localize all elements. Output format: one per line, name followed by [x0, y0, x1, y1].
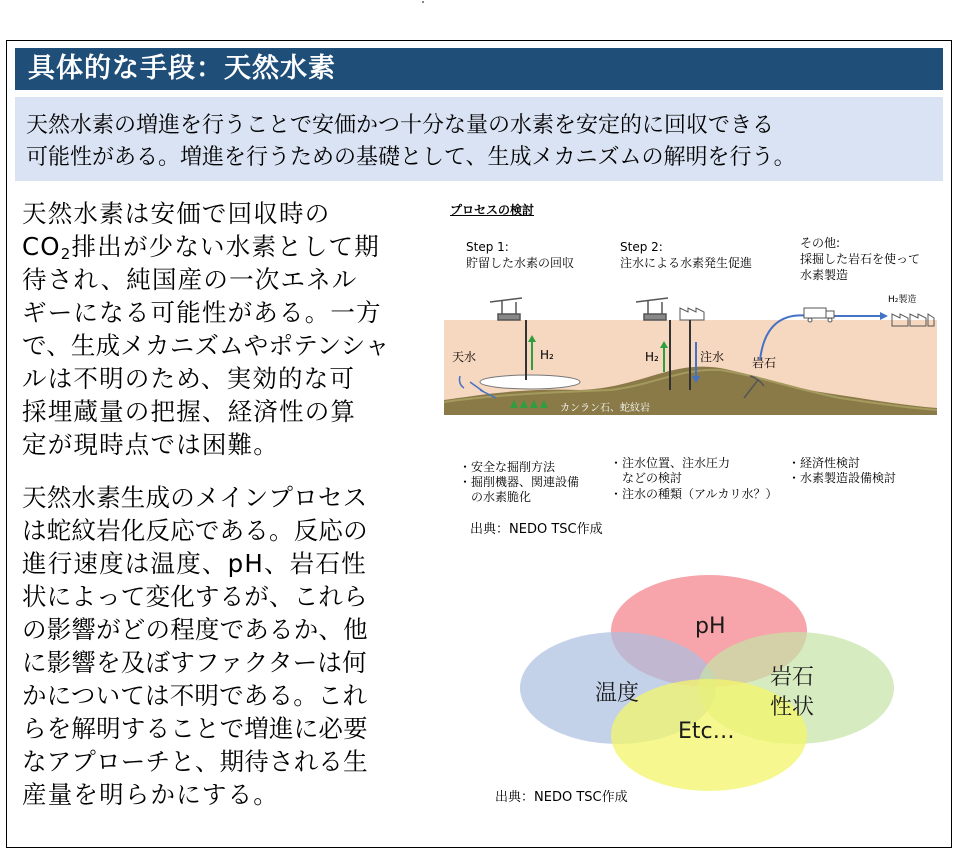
rain-label: 天水 — [452, 350, 477, 364]
notes-col1-line3: の水素脆化 — [459, 490, 532, 504]
notes-col3-line1: ・経済性検討 — [788, 456, 861, 470]
body-p1-line-4: ギーになる可能性がある。一方 — [22, 298, 382, 327]
step1-label: Step 1: — [466, 240, 509, 254]
body-p2-line-2: は蛇紋岩化反応である。反応の — [22, 516, 368, 545]
co2-subscript: 2 — [60, 245, 72, 263]
notes-col3-line2: ・水素製造設備検討 — [788, 471, 897, 485]
body-p1-line-1: 天然水素は安価で回収時の — [22, 199, 331, 228]
body-p2-line-6: に影響を及ぼすファクターは何 — [22, 648, 367, 677]
summary-line-2: 可能性がある。増進を行うための基礎として、生成メカニズムの解明を行う。 — [26, 145, 796, 170]
notes-col2-line3: ・注水の種類（アルカリ水？） — [610, 487, 778, 501]
process-illustration — [440, 280, 940, 420]
other-desc-1: 採掘した岩石を使って — [800, 252, 921, 266]
process-source: 出典：NEDO TSC作成 — [470, 522, 603, 537]
page-title: 具体的な手段：天然水素 — [28, 53, 336, 84]
venn-label-rock-1: 岩石 — [770, 665, 815, 690]
body-p2-line-7: かについては不明である。これ — [22, 681, 368, 710]
body-p2-line-9: なアプローチと、期待される生 — [22, 747, 368, 776]
pump-jack-1 — [490, 298, 522, 320]
other-desc-2: 水素製造 — [800, 268, 849, 282]
notes-col1-line1: ・安全な掘削方法 — [459, 460, 556, 474]
venn-label-ph: pH — [695, 614, 726, 639]
body-p1-line-5: で、生成メカニズムやポテンシャ — [22, 331, 390, 360]
pump-jack-2 — [636, 298, 668, 320]
summary-line-1: 天然水素の増進を行うことで安価かつ十分な量の水素を安定的に回収できる — [26, 113, 775, 138]
rock-type-label: カンラン石、蛇紋岩 — [560, 403, 650, 414]
body-p1-line-3: 待され、純国産の一次エネル — [22, 265, 358, 294]
process-heading: プロセスの検討 — [450, 203, 535, 217]
body-p2-line-8: らを解明することで増進に必要 — [22, 714, 368, 743]
step2-desc: 注水による水素発生促進 — [620, 256, 753, 270]
step1-desc: 貯留した水素の回収 — [466, 256, 575, 270]
water-injection-label: 注水 — [700, 350, 725, 364]
body-p2-line-10: 産量を明らかにする。 — [22, 780, 279, 809]
co2-prefix: CO — [22, 232, 61, 261]
body-p2-line-1: 天然水素生成のメインプロセス — [22, 483, 368, 512]
venn-diagram — [510, 575, 900, 795]
body-p1-line-7: 採埋蔵量の把握、経済性の算 — [22, 397, 357, 426]
notes-col2-line2: などの検討 — [610, 471, 683, 485]
rock-label: 岩石 — [752, 356, 777, 370]
venn-source: 出典：NEDO TSC作成 — [495, 790, 628, 805]
body-p2-line-4: 状によって変化するが、これら — [22, 582, 368, 611]
factory-icon — [680, 308, 704, 320]
h2-label-1: H₂ — [540, 348, 554, 362]
h2-label-2: H₂ — [645, 350, 659, 364]
venn-label-rock-2: 性状 — [770, 695, 815, 720]
body-p2-line-5: の影響がどの程度であるか、他 — [22, 615, 368, 644]
body-p1-line-8: 定が現時点では困難。 — [22, 430, 279, 459]
venn-label-etc: Etc… — [678, 719, 735, 744]
body-p1-line-2-text: 排出が少ない水素として期 — [71, 232, 380, 261]
body-p2-line-3: 進行速度は温度、pH、岩石性 — [22, 549, 367, 578]
truck-icon — [804, 308, 834, 322]
h2-production-label: H₂製造 — [888, 295, 917, 305]
notes-col2-line1: ・注水位置、注水圧力 — [610, 456, 731, 470]
reservoir — [480, 375, 580, 389]
body-p1-line-2 — [22, 230, 380, 263]
transport-arrow-head — [880, 312, 888, 320]
stray-dot — [422, 1, 424, 3]
notes-col1-line2: ・掘削機器、関連設備 — [459, 475, 580, 489]
body-p1-line-6: ルは不明のため、実効的な可 — [22, 364, 356, 393]
step2-label: Step 2: — [620, 240, 663, 254]
other-label: その他: — [800, 236, 841, 250]
venn-label-temperature: 温度 — [595, 681, 640, 706]
